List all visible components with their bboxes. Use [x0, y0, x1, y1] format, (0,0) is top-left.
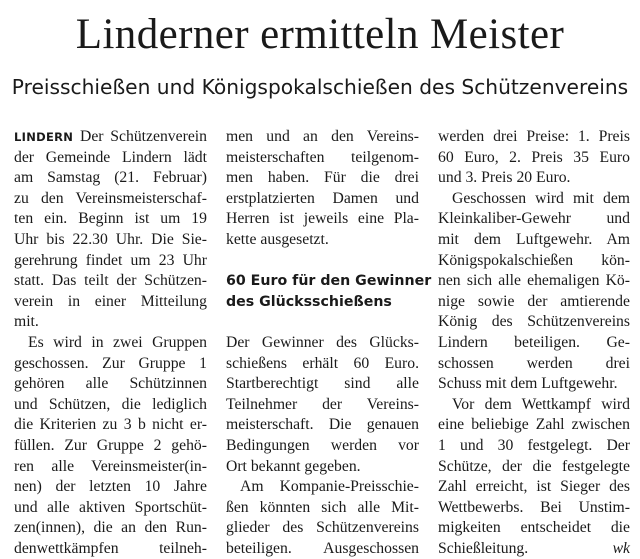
text-line: kette ausgesetzt. — [226, 230, 329, 248]
text-line: ßen könnten sich alle Mit- — [226, 498, 419, 516]
column-1 — [14, 127, 207, 559]
subhead: 60 Euro für den Gewinner — [226, 273, 432, 290]
headline: Linderner ermitteln Meister — [75, 11, 565, 58]
dateline: LINDERN — [14, 130, 74, 144]
text-line: statt. Das teilt der Schützen- — [14, 272, 207, 290]
text-line: Geschossen wird mit dem — [452, 189, 630, 207]
text-line: verein in einer Mitteilung — [14, 292, 207, 310]
text-line: meisterschaft. Die genauen — [226, 416, 419, 434]
text-line: Wettbewerbs. Bei Unstim- — [438, 498, 630, 516]
text-line: König des Schützenvereins — [438, 313, 630, 331]
text-line: LINDERN Der Schützenverein — [14, 128, 207, 145]
text-line: ten ein. Beginn ist um 19 — [14, 210, 207, 228]
text-line: meisterschaften teilgenom- — [226, 148, 419, 166]
text-line: Es wird in zwei Gruppen — [28, 333, 207, 351]
text-line: der Gemeinde Lindern lädt — [14, 148, 207, 166]
text-line: Startberechtigt sind alle — [226, 375, 419, 393]
text-line: Schießleitung. wk — [438, 539, 630, 557]
text-line: Der Gewinner des Glücks- — [226, 333, 419, 351]
text-line: und Schützen, die lediglich — [14, 395, 207, 413]
text-line: Uhr bis 22.30 Uhr. Die Sie- — [14, 230, 207, 248]
text-line: Am Kompanie-Preisschie- — [240, 478, 419, 496]
text-line: und alle aktiven Sportschüt- — [14, 498, 207, 516]
text-line: füllen. Zur Gruppe 2 gehö- — [14, 436, 207, 454]
text-line: glieder des Schützenvereins — [226, 519, 419, 537]
text-line: nen) der letzten 10 Jahre — [14, 478, 207, 496]
text-line: am Samstag (21. Februar) — [14, 169, 207, 187]
text-line: nen sich alle ehemaligen Kö- — [438, 272, 630, 290]
text-line: Schütze, der die festgelegte — [438, 457, 630, 475]
text-line: und 3. Preis 20 Euro. — [438, 169, 571, 187]
text-line: mit dem Luftgewehr. Am — [438, 230, 630, 248]
text-line: Ort bekannt gegeben. — [226, 457, 361, 475]
text-line: schießens erhält 60 Euro. — [226, 354, 419, 372]
text-line: Schuss mit dem Luftgewehr. — [438, 375, 618, 393]
text-line: eine beliebige Zahl zwischen — [438, 416, 630, 434]
subhead: des Glücksschießens — [226, 293, 392, 310]
text-line: 1 und 30 festgelegt. Der — [438, 436, 630, 454]
text-line: werden drei Preise: 1. Preis — [438, 128, 630, 145]
text-line: geschossen. Zur Gruppe 1 — [14, 354, 207, 372]
text-line: Königspokalschießen kön- — [438, 251, 630, 269]
text-line: die Kriterien zu 3 b nicht er- — [14, 416, 207, 434]
text-line: Vor dem Wettkampf wird — [452, 395, 630, 413]
text-line: ren alle Vereinsmeister(in- — [14, 457, 207, 475]
author-initials: wk — [612, 539, 630, 557]
text-line: Lindern beteiligen. Ge- — [438, 333, 630, 351]
text-line: 60 Euro, 2. Preis 35 Euro — [438, 148, 630, 166]
column-2 — [226, 127, 432, 559]
text-line: nige sowie der amtierende — [438, 292, 630, 310]
column-3 — [438, 127, 630, 559]
text-line: denwettkämpfen teilneh- — [14, 539, 207, 557]
text-line: migkeiten entscheidet die — [438, 519, 630, 537]
text-line: mit. — [14, 313, 39, 331]
text-line: men und an den Vereins- — [226, 128, 419, 145]
text-line: Bedingungen werden vor — [226, 436, 419, 454]
text-line: schossen werden drei — [438, 354, 630, 372]
text-line: erstplatzierten Damen und — [226, 189, 419, 207]
text-line: zu den Vereinsmeisterschaf- — [14, 189, 207, 207]
text-line: Zahl erreicht, ist Sieger des — [438, 478, 630, 496]
text-line: gerehrung findet um 23 Uhr — [14, 251, 207, 269]
spacer — [226, 251, 419, 272]
text-line: gehören alle Schützinnen — [14, 375, 207, 393]
text-line: men haben. Für die drei — [226, 169, 419, 187]
spacer — [226, 312, 419, 333]
subheadline: Preisschießen und Königspokalschießen des Schützenvereins — [11, 75, 629, 99]
text-line: Herren ist jeweils eine Pla- — [226, 210, 419, 228]
text-line: Teilnehmer der Vereins- — [226, 395, 419, 413]
text-line: Kleinkaliber-Gewehr und — [438, 210, 630, 228]
text-line: beteiligen. Ausgeschossen — [226, 539, 419, 557]
text-line: zen(innen), die an den Run- — [14, 519, 207, 537]
